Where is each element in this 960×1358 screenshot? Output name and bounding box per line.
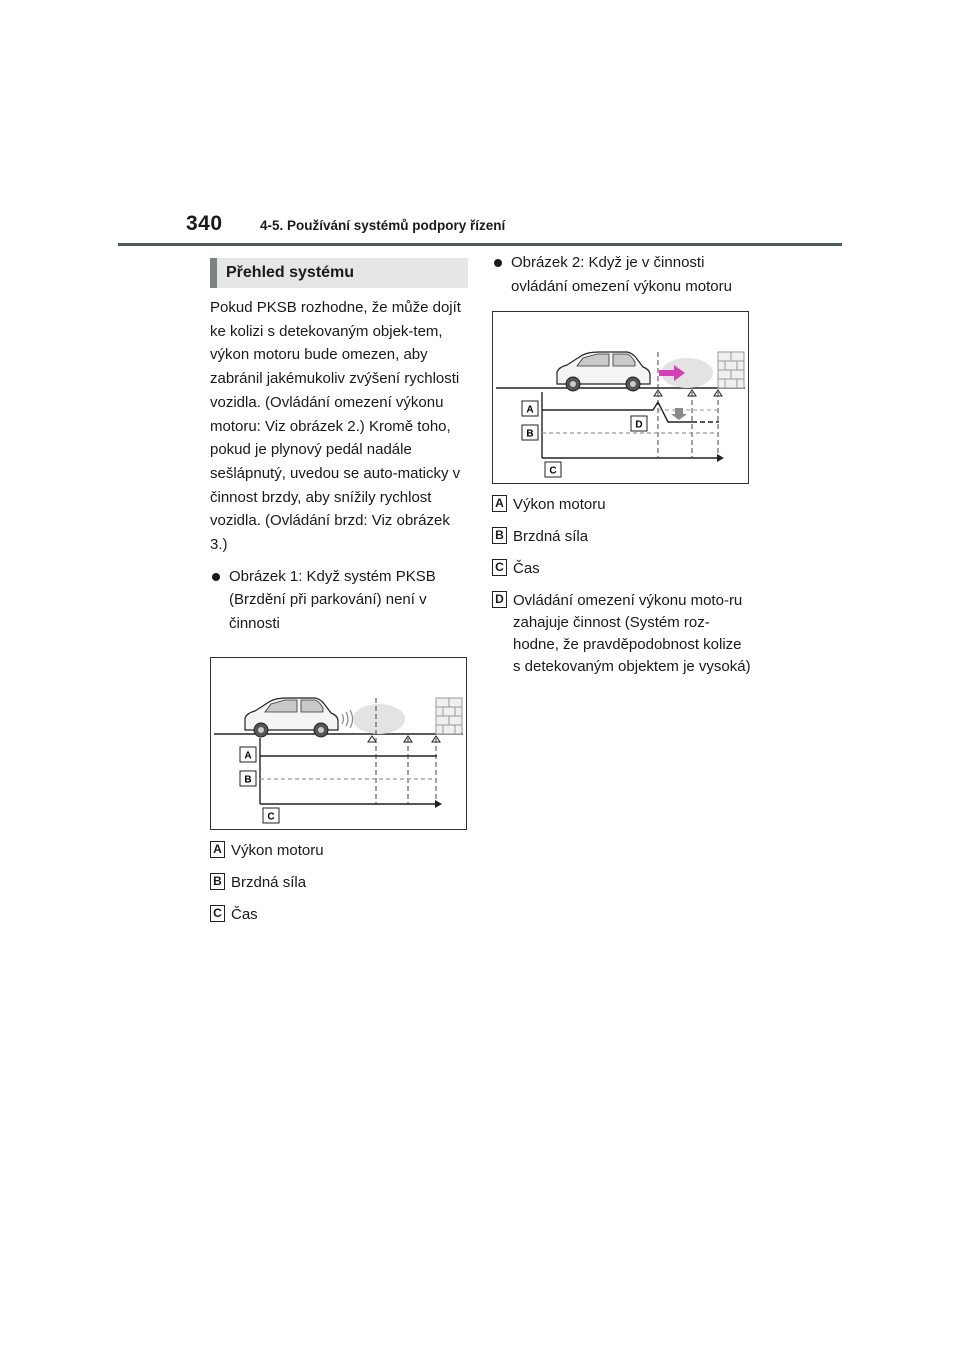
figure-2: [492, 311, 749, 484]
legend-text: Ovládání omezení výkonu moto-ru zahajuje činnost (Systém roz-hodne, že pravděpodobnost kolize s detekovaným objektem je vysoká): [513, 592, 751, 676]
page-number: 340: [186, 212, 223, 235]
figure-2-caption: [492, 251, 752, 298]
legend-text: Výkon motoru: [513, 496, 606, 514]
legend-text: Brzdná síla: [231, 873, 307, 891]
car-icon: [245, 698, 338, 737]
legend-item: [492, 526, 752, 548]
figure-1-caption-text: Obrázek 1: Když systém PKSB (Brzdění při parkování) není v činnosti: [229, 567, 436, 633]
svg-text:B: B: [526, 428, 534, 440]
legend-key: A: [210, 841, 225, 858]
wall-icon: [718, 352, 744, 388]
wall-icon: [436, 698, 462, 734]
legend-item: [492, 494, 752, 516]
figure-2-legend: [492, 494, 752, 678]
legend-text: Čas: [231, 905, 258, 923]
chapter-title: 4-5. Používání systémů podpory řízení: [260, 218, 506, 233]
right-column: [492, 251, 752, 678]
car-icon: [557, 352, 650, 391]
legend-key: D: [492, 591, 507, 608]
legend-item: [210, 904, 470, 926]
bullet-icon: [212, 573, 220, 581]
figure-1-key-c: [263, 808, 279, 823]
legend-item: [210, 840, 470, 862]
legend-key: C: [210, 905, 225, 922]
svg-text:C: C: [267, 811, 275, 823]
legend-key: C: [492, 559, 507, 576]
figure-2-key-b: [522, 425, 538, 440]
svg-text:D: D: [635, 419, 643, 431]
svg-text:C: C: [549, 465, 557, 477]
legend-key: B: [492, 527, 507, 544]
legend-item: [492, 590, 753, 678]
legend-text: Čas: [513, 560, 540, 578]
legend-item: [210, 872, 470, 894]
figure-2-key-c: [545, 462, 561, 477]
figure-1-key-b: [240, 771, 256, 786]
figure-2-key-a: [522, 401, 538, 416]
legend-text: Brzdná síla: [513, 528, 589, 546]
legend-key: A: [492, 495, 507, 512]
bullet-icon: [494, 259, 502, 267]
body-paragraph: Pokud PKSB rozhodne, že může dojít ke kolizi s detekovaným objek-tem, výkon motoru bude omezen, aby zabránil jakémukoliv zvýšení rychlosti vozidla. (Ovládání omezení výkonu motoru: Viz obrázek 2.) Kromě toho, pokud je plynový pedál nadále sešlápnutý, uvedou se auto-maticky v činnost brzdy, aby snížily rychlost vozidla. (Ovládání brzd: Viz obrázek 3.): [210, 299, 461, 554]
legend-item: [492, 558, 752, 580]
figure-1-key-a: [240, 747, 256, 762]
legend-text: Výkon motoru: [231, 841, 324, 859]
figure-1: [210, 657, 467, 830]
header-rule: [118, 243, 842, 246]
figure-1-diagram: [211, 658, 466, 829]
figure-2-diagram: [493, 312, 748, 483]
legend-key: B: [210, 873, 225, 890]
figure-2-caption-text: Obrázek 2: Když je v činnosti ovládání omezení výkonu motoru: [511, 254, 732, 295]
figure-1-legend: [210, 840, 470, 926]
figure-2-key-d: [631, 416, 647, 431]
svg-text:B: B: [244, 774, 252, 786]
section-heading: Přehled systému: [210, 258, 468, 288]
svg-text:A: A: [244, 750, 252, 762]
svg-text:A: A: [526, 404, 534, 416]
left-column: [210, 258, 470, 926]
figure-1-caption: [210, 565, 470, 636]
